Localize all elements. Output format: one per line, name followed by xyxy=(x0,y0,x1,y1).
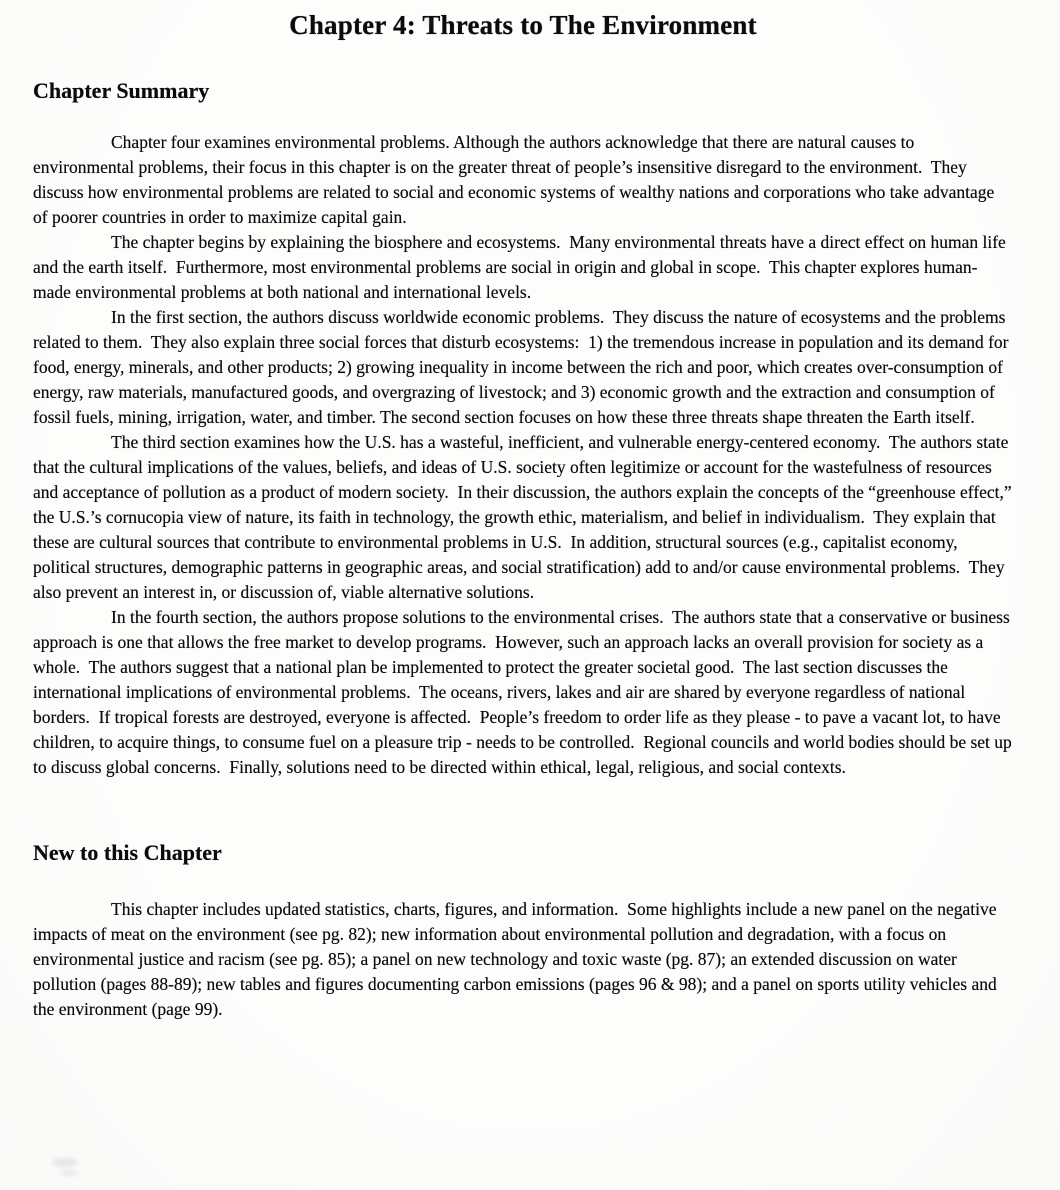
paragraph: Chapter four examines environmental problems. Although the authors acknowledge that there are natural causes to environmental problems, their focus in this chapter is on the greater threat of people’s insensitive disregard to the environment. They discuss how environmental problems are related to social and economic systems of wealthy nations and corporations who take advantage of poorer countries in order to maximize capital gain. xyxy=(33,132,999,227)
scan-smudge xyxy=(52,1158,78,1167)
chapter-summary-body xyxy=(33,130,1021,780)
paragraph: This chapter includes updated statistics, charts, figures, and information. Some highlights include a new panel on the negative impacts of meat on the environment (see pg. 82); new information about environmental pollution and degradation, with a focus on environmental justice and racism (see pg. 85); a panel on new technology and toxic waste (pg. 87); an extended discussion on water pollution (pages 88-89); new tables and figures documenting carbon emissions (pages 96 & 98); and a panel on sports utility vehicles and the environment (page 99). xyxy=(33,899,1002,1019)
document-title: Chapter 4: Threats to The Environment xyxy=(289,10,757,40)
scan-smudge xyxy=(60,1170,78,1176)
scan-smudge xyxy=(424,18,434,26)
section-heading-chapter-summary: Chapter Summary xyxy=(33,78,210,103)
paragraph: In the fourth section, the authors propose solutions to the environmental crises. The authors state that a conservative or business approach is one that allows the free market to develop programs. However, such an approach lacks an overall provision for society as a whole. The authors suggest that a national plan be implemented to protect the greater societal good. The last section discusses the international implications of environmental problems. The oceans, rivers, lakes and air are shared by everyone regardless of national borders. If tropical forests are destroyed, everyone is affected. People’s freedom to order life as they please - to pave a vacant lot, to have children, to acquire things, to consume fuel on a pleasure trip - needs to be controlled. Regional councils and world bodies should be set up to discuss global concerns. Finally, solutions need to be directed within ethical, legal, religious, and social contexts. xyxy=(33,607,1017,777)
paragraph: The chapter begins by explaining the biosphere and ecosystems. Many environmental threats have a direct effect on human life and the earth itself. Furthermore, most environmental problems are social in origin and global in scope. This chapter explores human-made environmental problems at both national and international levels. xyxy=(33,232,1011,302)
section-heading-new-to-this-chapter: New to this Chapter xyxy=(33,840,222,865)
paragraph: In the first section, the authors discuss worldwide economic problems. They discuss the nature of ecosystems and the problems related to them. They also explain three social forces that disturb ecosystems: 1) the tremendous increase in population and its demand for food, energy, minerals, and other products; 2) growing inequality in income between the rich and poor, which creates over-consumption of energy, raw materials, manufactured goods, and overgrazing of livestock; and 3) economic growth and the extraction and consumption of fossil fuels, mining, irrigation, water, and timber. The second section focuses on how these three threats shape threaten the Earth itself. xyxy=(33,307,1013,427)
paragraph: The third section examines how the U.S. has a wasteful, inefficient, and vulnerable energy-centered economy. The authors state that the cultural implications of the values, beliefs, and ideas of U.S. society often legitimize or account for the wastefulness of resources and acceptance of pollution as a product of modern society. In their discussion, the authors explain the concepts of the “greenhouse effect,” the U.S.’s cornucopia view of nature, its faith in technology, the growth ethic, materialism, and belief in individualism. They explain that these are cultural sources that contribute to environmental problems in U.S. In addition, structural sources (e.g., capitalist economy, political structures, demographic patterns in geographic areas, and social stratification) add to and/or cause environmental problems. They also prevent an interest in, or discussion of, viable alternative solutions. xyxy=(33,432,1021,602)
new-to-chapter-body xyxy=(33,897,1013,1022)
